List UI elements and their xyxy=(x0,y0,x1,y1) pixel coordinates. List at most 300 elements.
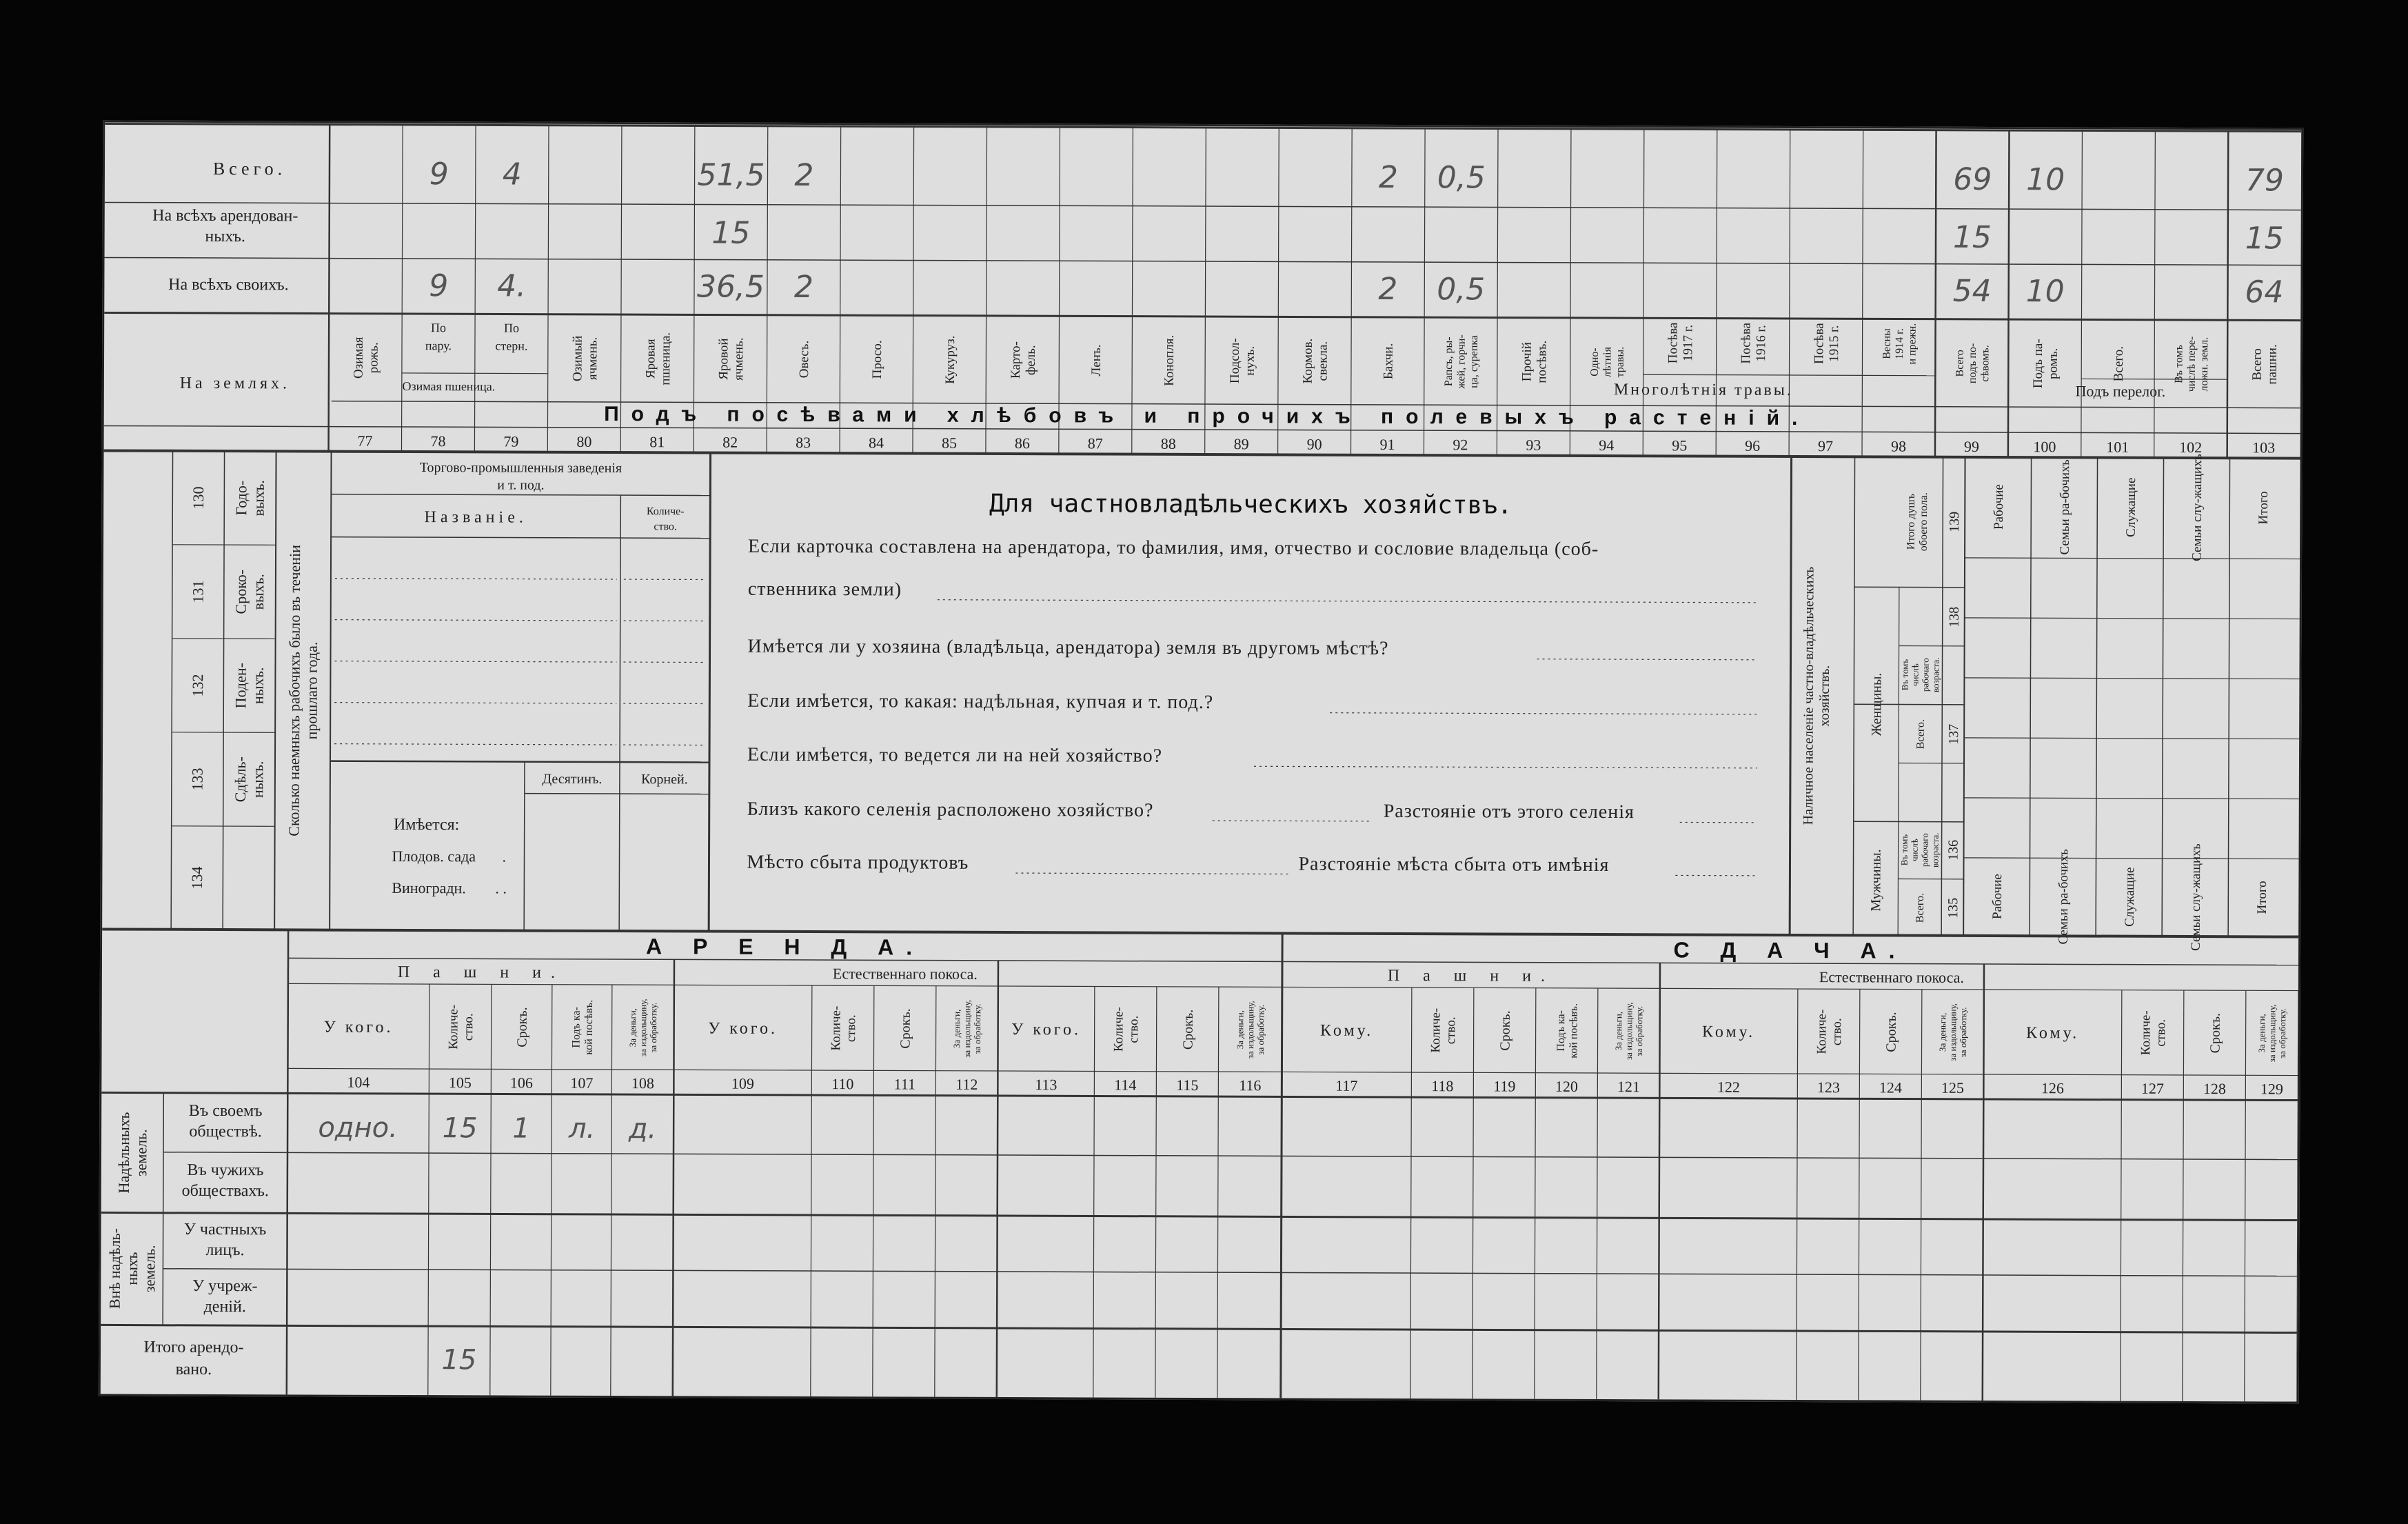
bottom-section xyxy=(101,929,2298,1401)
bot-col-dengi-line: за издольщину, xyxy=(2267,1004,2278,1063)
worker-label-131 xyxy=(232,570,267,614)
workers-caption-line: Сколько наемныхъ рабочихъ было въ теченiи xyxy=(285,545,304,836)
col-label-78: пару. xyxy=(425,339,452,353)
row-label-na-zemlyakh: На землях. xyxy=(179,374,291,393)
desyatin-label: Десятинъ. xyxy=(542,771,603,787)
hw-svoikh: 10 xyxy=(2025,274,2065,310)
col-label-100-line: ромъ. xyxy=(2045,348,2061,379)
col-num-86: 86 xyxy=(1014,434,1030,452)
bot-col-dengi xyxy=(1937,1003,1968,1061)
col-label-86-line: Карто- xyxy=(1008,341,1024,379)
col-num-82: 82 xyxy=(722,433,738,451)
worker-label-131-line: выхъ. xyxy=(250,574,267,610)
private-line: Если имѣется, то какая: надѣльная, купчая и т. под.? xyxy=(747,690,1214,714)
muzh-vsego-line: Всего. xyxy=(1914,892,1926,923)
muzh-v-tom-chisle-line: рабочаго xyxy=(1919,833,1930,868)
bot-col-dengi xyxy=(1235,1001,1266,1059)
col-label-96-line: 1916 г. xyxy=(1754,325,1769,362)
bot-col-srok-line: Срокъ. xyxy=(1180,1009,1196,1050)
worker-label-130-line: выхъ. xyxy=(250,480,267,517)
hw-svoikh: 4. xyxy=(497,268,527,304)
right-col-top-line: Служащие xyxy=(2123,477,2139,537)
right-col-top xyxy=(2124,478,2138,537)
bot-col-dengi xyxy=(951,1000,982,1058)
workers-caption xyxy=(285,545,321,836)
bot-col-num-107: 107 xyxy=(570,1074,594,1092)
bot-col-who: У кого. xyxy=(708,1019,778,1038)
bot-col-srok xyxy=(1181,1010,1196,1050)
bot-col-kol xyxy=(1111,1007,1141,1052)
col-label-79: стерн. xyxy=(495,339,528,353)
worker-label-131-line: Сроко- xyxy=(232,569,250,614)
col-label-87-line: Ленъ. xyxy=(1089,344,1104,377)
bot-col-kol-line: Количе- xyxy=(1428,1007,1444,1053)
hw-svoikh: 36,5 xyxy=(696,269,765,305)
bot-col-dengi-line: за издольщину, xyxy=(1623,1002,1635,1061)
bot-col-num-106: 106 xyxy=(509,1074,533,1092)
col-label-100 xyxy=(2031,339,2061,388)
col-label-81-line: пшеница. xyxy=(658,332,674,385)
col-label-77-line: рожь. xyxy=(366,342,381,374)
col-label-79: По xyxy=(503,321,520,335)
col-label-94-line: Одно- xyxy=(1588,348,1601,377)
bot-col-dengi-line: за обработку. xyxy=(1634,1005,1645,1056)
bot-col-dengi xyxy=(1613,1002,1644,1060)
zhenshchiny-label xyxy=(1869,673,1884,736)
bot-col-who: Кому. xyxy=(1320,1021,1374,1040)
col-label-90-line: свекла. xyxy=(1315,341,1331,381)
bot-col-posev xyxy=(570,1000,595,1055)
col-label-95-line: Посѣва xyxy=(1666,322,1681,364)
bot-col-posev-line: кой посѣвъ. xyxy=(1568,1003,1580,1059)
col-label-91 xyxy=(1382,343,1396,379)
right-col-top-line: Семьи слу-жащихъ xyxy=(2189,454,2205,561)
col-label-91-line: Бахчи. xyxy=(1381,343,1396,380)
col-label-98-line: и прежн. xyxy=(1906,323,1919,365)
imeetsya-label: Имѣется: xyxy=(393,815,460,834)
zhenshchiny-label-line: Женщины. xyxy=(1869,672,1885,736)
bot-col-num-121: 121 xyxy=(1617,1078,1640,1096)
right-col-bottom-line: Семьи слу-жащихъ xyxy=(2188,843,2204,951)
zhen-v-tom-chisle-line: Въ томъ xyxy=(1899,659,1910,691)
col-num-80: 80 xyxy=(576,432,592,450)
col-num-91: 91 xyxy=(1379,435,1395,453)
col-label-88 xyxy=(1162,335,1177,386)
col-num-100: 100 xyxy=(2033,438,2056,456)
hw-vsego: 4 xyxy=(502,157,522,192)
sdacha-pashni: П а ш н и. xyxy=(1387,966,1555,985)
col-label-84 xyxy=(870,340,884,379)
col-label-102 xyxy=(2173,337,2210,392)
col-label-98 xyxy=(1881,323,1919,365)
hw-svoikh: 2 xyxy=(793,269,814,305)
row-group-vne-nadelnykh-line: ныхъ xyxy=(123,1252,141,1285)
col-label-97 xyxy=(1812,323,1841,364)
worker-num-132-line: 132 xyxy=(189,674,207,697)
bot-col-num-108: 108 xyxy=(631,1074,654,1092)
col-num-81: 81 xyxy=(649,433,665,451)
hw-vsego: 51,5 xyxy=(697,157,765,193)
bot-col-num-129: 129 xyxy=(2260,1080,2283,1098)
bot-col-srok xyxy=(1498,1010,1513,1050)
top-column-headers xyxy=(352,317,2280,392)
col-label-86 xyxy=(1009,341,1038,379)
bot-col-dengi-line: За деньги, xyxy=(2256,1014,2267,1053)
right-col-top-line: Рабочие xyxy=(1991,484,2007,530)
col-num-85: 85 xyxy=(941,434,958,452)
col-num-95: 95 xyxy=(1672,437,1688,454)
hw-itogo: 15 xyxy=(441,1344,477,1376)
worker-num-132 xyxy=(189,674,206,696)
hw-vsego: 2 xyxy=(794,157,814,194)
col-num-78: 78 xyxy=(430,432,446,450)
col-label-99-line: подъ по- xyxy=(1966,343,1979,384)
bot-col-dengi-line: за обработку. xyxy=(972,1003,983,1054)
muzhchiny-label xyxy=(1868,849,1883,911)
col-num-98: 98 xyxy=(1890,437,1907,455)
workers-caption-line: прошлаго года. xyxy=(303,641,321,740)
bot-col-dengi-line: за обработку. xyxy=(1958,1007,1969,1058)
bot-col-dengi-line: За деньги, xyxy=(1613,1011,1624,1051)
col-label-87 xyxy=(1089,344,1104,376)
bot-col-kol-line: ство. xyxy=(844,1014,859,1043)
bot-col-num-109: 109 xyxy=(731,1074,754,1092)
col-label-98-line: 1914 г. xyxy=(1894,328,1906,359)
bot-col-kol xyxy=(1428,1008,1458,1053)
bot-col-srok-line: Срокъ. xyxy=(1883,1012,1899,1052)
dot: . xyxy=(502,848,507,865)
bot-col-kol xyxy=(829,1006,858,1051)
col-label-96-line: Посѣва xyxy=(1739,322,1754,364)
right-col-top xyxy=(2058,459,2072,554)
hw-row1: 15 xyxy=(442,1112,478,1145)
muzh-v-tom-chisle-line: числѣ xyxy=(1909,839,1920,862)
bot-col-who: У кого. xyxy=(323,1018,394,1036)
row-label-svoikh: На всѣхъ своихъ. xyxy=(168,275,289,294)
hw-svoikh: 0,5 xyxy=(1437,272,1486,308)
bot-col-kol-line: ство. xyxy=(1444,1016,1459,1045)
zhen-v-tom-chisle-line: рабочаго xyxy=(1920,658,1931,692)
itogo-arend-label: Итого арендо- xyxy=(143,1338,244,1357)
hw-row1: л. xyxy=(568,1112,596,1145)
bot-col-num-111: 111 xyxy=(893,1075,916,1093)
col-label-80-line: Озимый xyxy=(570,335,585,382)
col-label-102-line: ложн. земл. xyxy=(2198,337,2211,392)
pop-num-138-line: 138 xyxy=(1946,606,1962,628)
row-group-nadelnykh-line: Надѣльныхъ xyxy=(114,1112,133,1194)
col-num-90: 90 xyxy=(1306,435,1322,453)
col-label-92 xyxy=(1443,334,1480,389)
right-col-bottom-line: Рабочие xyxy=(1990,874,2005,919)
hw-vsego: 0,5 xyxy=(1437,160,1486,196)
col-label-85-line: Кукуруз. xyxy=(942,335,958,384)
worker-label-130 xyxy=(232,480,267,516)
bot-col-num-105: 105 xyxy=(448,1074,472,1092)
col-label-100-line: Подъ па- xyxy=(2030,339,2046,389)
worker-num-131-line: 131 xyxy=(189,580,207,603)
right-col-bottom xyxy=(2255,881,2269,914)
row-group-vne-nadelnykh-line: земель. xyxy=(141,1245,159,1293)
middle-texts xyxy=(188,447,2271,951)
pop-num-139 xyxy=(1947,512,1962,532)
bot-col-num-124: 124 xyxy=(1879,1079,1902,1096)
torg-title: и т. под. xyxy=(497,477,545,493)
hw-arend: 15 xyxy=(2245,221,2284,257)
bot-col-srok xyxy=(515,1007,530,1047)
band-pod-posevami: Подъ посѣвами хлѣбовъ и прочихъ полевыхъ растенiй. xyxy=(604,402,1810,430)
bot-col-num-115: 115 xyxy=(1176,1076,1199,1094)
bot-col-srok-line: Срокъ. xyxy=(898,1008,913,1049)
col-label-101-line: Всего. xyxy=(2111,345,2126,382)
row-label-vsego: Всего. xyxy=(212,158,287,179)
bottom-row-label: Въ своемъ xyxy=(188,1101,263,1121)
col-label-92-line: Рапсъ, ры- xyxy=(1442,337,1455,387)
col-label-89 xyxy=(1228,338,1257,383)
bottom-row-label: обществахъ. xyxy=(181,1181,269,1201)
col-label-81-line: Яровая xyxy=(643,339,658,379)
col-label-92-line: жей, горчи- xyxy=(1455,334,1468,389)
right-col-bottom-line: Семьи ра-бочихъ xyxy=(2056,849,2072,945)
bot-col-kol-line: ство. xyxy=(1126,1015,1142,1043)
col-label-92-line: ца, сурепка xyxy=(1468,334,1481,388)
col-num-88: 88 xyxy=(1160,434,1176,452)
col-label-93-line: Прочiй xyxy=(1519,341,1535,382)
row-group-vne-nadelnykh-line: Внѣ надѣль- xyxy=(105,1228,124,1310)
nalichnoe-caption-line: хозяйствъ. xyxy=(1817,665,1832,727)
bot-col-num-123: 123 xyxy=(1817,1079,1840,1096)
bot-col-srok-line: Срокъ. xyxy=(2207,1012,2223,1054)
zhen-vsego-line: Всего. xyxy=(1914,719,1927,750)
bot-col-who: Кому. xyxy=(2026,1024,2080,1043)
col-label-99-line: сѣвомъ. xyxy=(1979,345,1992,382)
right-col-top xyxy=(1992,484,2006,530)
col-num-101: 101 xyxy=(2106,438,2129,456)
pop-num-136 xyxy=(1946,840,1961,861)
bot-col-kol xyxy=(2138,1010,2168,1055)
hw-row1: одно. xyxy=(318,1112,398,1144)
bot-col-kol xyxy=(1814,1010,1844,1054)
pop-num-135 xyxy=(1945,898,1961,919)
right-col-top xyxy=(2256,491,2271,524)
col-label-103-line: пашни. xyxy=(2265,344,2280,385)
bot-col-num-104: 104 xyxy=(347,1073,370,1091)
bottom-row-label: денiй. xyxy=(203,1297,246,1316)
col-label-95 xyxy=(1666,322,1695,363)
col-num-96: 96 xyxy=(1745,437,1761,454)
bottom-row-label: обществѣ. xyxy=(189,1122,262,1141)
col-label-94-line: лѣтнiя xyxy=(1601,347,1614,378)
col-num-102: 102 xyxy=(2179,438,2203,457)
bottom-row-label: У частныхъ xyxy=(183,1220,267,1239)
pop-num-137-line: 137 xyxy=(1946,723,1962,745)
torg-kolichestvo: Количе- xyxy=(646,505,685,518)
hw-vsego: 10 xyxy=(2026,162,2065,198)
col-label-81 xyxy=(643,332,673,385)
right-col-top-line: Семьи ра-бочихъ xyxy=(2057,459,2073,555)
col-label-99-line: Всего xyxy=(1954,350,1966,377)
muzh-v-tom-chisle-line: возраста. xyxy=(1930,832,1941,868)
col-label-93-line: посѣвъ. xyxy=(1535,340,1550,383)
zhen-v-tom-chisle xyxy=(1899,657,1941,692)
vinogradn-label: Виноградн. xyxy=(392,879,466,897)
col-label-95-line: 1917 г. xyxy=(1681,324,1696,362)
bot-col-dengi-line: за обработку. xyxy=(648,1002,659,1053)
census-card xyxy=(99,120,2303,1403)
worker-num-133 xyxy=(189,768,206,790)
col-num-89: 89 xyxy=(1233,435,1249,453)
bot-col-kol-line: ство. xyxy=(1830,1018,1845,1046)
col-num-87: 87 xyxy=(1087,434,1103,452)
bot-col-num-113: 113 xyxy=(1035,1076,1058,1094)
hw-vsego: 79 xyxy=(2245,163,2285,199)
col-label-90 xyxy=(1301,339,1331,384)
hw-arend: 15 xyxy=(711,215,751,251)
col-label-93 xyxy=(1519,341,1549,383)
bot-col-srok-line: Срокъ. xyxy=(1497,1010,1513,1051)
bot-col-num-122: 122 xyxy=(1717,1078,1740,1096)
bot-col-dengi-line: за издольщину, xyxy=(638,999,649,1057)
row-group-nadelnykh-line: земель. xyxy=(132,1129,150,1177)
dot: . . xyxy=(495,879,507,897)
private-line: Если имѣется, то ведется ли на ней хозяйство? xyxy=(747,743,1163,767)
itogo-dush xyxy=(1905,492,1930,551)
bot-col-dengi-line: за издольщину, xyxy=(1947,1003,1959,1061)
bot-col-kol-line: Количе- xyxy=(829,1005,844,1051)
hw-vsego: 69 xyxy=(1953,161,1992,197)
col-label-80 xyxy=(570,336,600,382)
bot-col-num-110: 110 xyxy=(831,1075,854,1093)
bottom-row-label: лицъ. xyxy=(205,1241,245,1260)
bot-col-num-127: 127 xyxy=(2141,1079,2164,1097)
pop-num-139-line: 139 xyxy=(1947,511,1963,532)
col-label-84-line: Просо. xyxy=(870,340,885,379)
right-col-bottom xyxy=(2123,868,2137,927)
right-col-top-line: Итого xyxy=(2256,491,2272,525)
muzh-v-tom-chisle xyxy=(1899,832,1941,868)
right-col-bottom-line: Итого xyxy=(2254,881,2270,914)
right-col-bottom xyxy=(2056,849,2071,944)
col-label-98-line: Весны xyxy=(1881,328,1893,359)
col-label-80-line: ячмень. xyxy=(585,337,600,381)
bottom-row-label: У учреж- xyxy=(192,1276,258,1296)
col-num-84: 84 xyxy=(869,434,884,452)
col-label-86-line: фель. xyxy=(1023,345,1038,375)
private-line: Близъ какого селенiя расположено хозяйство? xyxy=(747,798,1154,821)
col-num-103: 103 xyxy=(2252,439,2276,457)
bot-col-num-118: 118 xyxy=(1431,1077,1454,1095)
nalichnoe-caption-line: Наличное населенiе частно-владѣльческихъ xyxy=(1801,566,1817,825)
hw-svoikh: 54 xyxy=(1952,273,1992,309)
col-label-82 xyxy=(716,337,746,380)
worker-label-132-line: ныхъ. xyxy=(249,667,267,705)
private-line: ственника земли) xyxy=(747,578,902,601)
col-num-92: 92 xyxy=(1453,436,1468,454)
torg-nazvanie: Названiе. xyxy=(424,508,527,527)
col-label-102-line: Въ томъ xyxy=(2173,345,2185,383)
muzh-vsego xyxy=(1914,893,1926,923)
arenda-pokos: Естественнаго покоса. xyxy=(832,965,978,983)
hw-vsego: 9 xyxy=(429,157,449,192)
right-col-bottom-line: Служащие xyxy=(2122,867,2138,927)
bot-col-kol-line: ство. xyxy=(2154,1019,2169,1047)
label-pod-perelog: Подъ перелог. xyxy=(2075,382,2166,400)
arenda-title: А Р Е Н Д А. xyxy=(645,934,925,960)
torg-kolichestvo: ство. xyxy=(654,521,677,533)
muzh-v-tom-chisle-line: Въ томъ xyxy=(1899,834,1910,866)
bot-col-srok xyxy=(2208,1013,2223,1053)
hw-svoikh: 9 xyxy=(429,268,449,304)
col-label-99 xyxy=(1954,343,1991,384)
bot-col-dengi-line: за обработку. xyxy=(1255,1004,1266,1055)
worker-num-130 xyxy=(190,486,207,509)
col-label-90-line: Кормов. xyxy=(1300,338,1315,384)
pop-num-135-line: 135 xyxy=(1945,897,1961,919)
bot-col-num-119: 119 xyxy=(1493,1077,1516,1095)
bot-col-srok xyxy=(1884,1012,1899,1052)
row-group-nadelnykh xyxy=(115,1112,150,1194)
label-mnogoletnie: Многолѣтнiя травы. xyxy=(1613,381,1793,399)
bot-col-posev-line: Подъ ка- xyxy=(570,1007,583,1048)
col-label-101 xyxy=(2112,346,2126,381)
col-label-85 xyxy=(943,336,958,384)
sdacha-title: С Д А Ч А. xyxy=(1673,937,1908,963)
private-line: Имѣется ли у хозяина (владѣльца, арендатора) земля въ другомъ мѣстѣ? xyxy=(747,635,1389,659)
pop-num-136-line: 136 xyxy=(1945,839,1961,861)
zhen-v-tom-chisle-line: возраста. xyxy=(1930,657,1941,693)
worker-label-133-line: ныхъ. xyxy=(249,761,267,799)
hw-svoikh: 64 xyxy=(2245,274,2284,310)
bot-col-kol-line: Количе- xyxy=(446,1004,461,1050)
private-line: Разстоянiе отъ этого селенiя xyxy=(1383,800,1635,823)
bottom-row-label: Въ чужихъ xyxy=(187,1161,264,1180)
bot-col-num-117: 117 xyxy=(1335,1076,1358,1094)
col-label-94-line: травы. xyxy=(1614,346,1626,378)
col-label-103 xyxy=(2250,344,2280,384)
bot-col-num-126: 126 xyxy=(2041,1079,2064,1097)
korney-label: Корней. xyxy=(641,772,688,788)
bot-col-posev xyxy=(1555,1003,1580,1059)
bot-col-who: У кого. xyxy=(1011,1021,1082,1039)
hw-svoikh: 2 xyxy=(1378,271,1398,307)
worker-label-133-line: Сдѣль- xyxy=(231,756,250,803)
bot-col-num-112: 112 xyxy=(955,1075,978,1093)
col-label-82-line: ячмень. xyxy=(731,337,747,381)
col-num-77: 77 xyxy=(357,432,373,450)
col-label-78: По xyxy=(431,321,447,335)
label-ozimaya-pshenitsa: Озимая пшеница. xyxy=(402,379,496,394)
worker-num-131 xyxy=(189,580,206,603)
bot-col-num-114: 114 xyxy=(1114,1076,1137,1094)
bot-col-num-125: 125 xyxy=(1941,1079,1964,1096)
bot-col-num-116: 116 xyxy=(1239,1076,1262,1094)
bot-col-kol-line: Количе- xyxy=(1111,1007,1126,1052)
bot-col-dengi xyxy=(2256,1004,2287,1062)
itogo-dush-line: Итого душъ xyxy=(1905,493,1917,550)
col-label-83-line: Овесъ. xyxy=(797,340,812,379)
private-line: Мѣсто сбыта продуктовъ xyxy=(747,851,969,874)
handwritten-values-top xyxy=(429,157,2284,310)
worker-label-132 xyxy=(232,663,267,708)
worker-num-134-line: 134 xyxy=(188,866,206,890)
col-label-97-line: 1915 г. xyxy=(1827,325,1842,362)
col-num-79: 79 xyxy=(503,432,519,450)
private-line: Разстоянiе мѣста сбыта отъ имѣнiя xyxy=(1298,853,1610,876)
worker-num-133-line: 133 xyxy=(188,768,206,791)
col-label-102-line: числѣ пере- xyxy=(2185,336,2198,392)
bot-col-dengi-line: за издольщину, xyxy=(1245,1001,1256,1059)
torg-title: Торгово-промышленныя заведенiя xyxy=(419,460,623,477)
bot-col-dengi-line: За деньги, xyxy=(627,1007,638,1047)
